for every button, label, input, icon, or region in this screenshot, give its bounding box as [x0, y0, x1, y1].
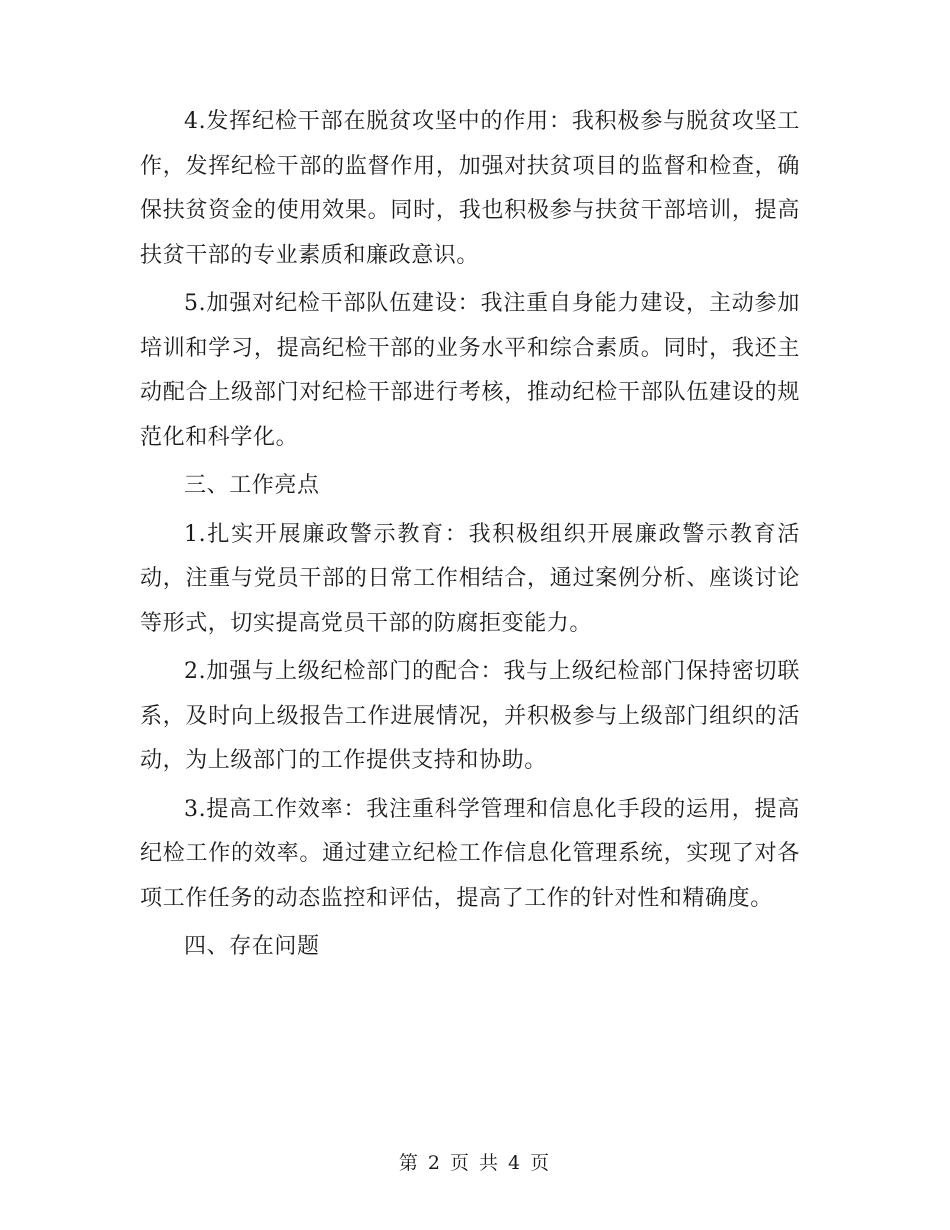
paragraph-efficiency: 3.提高工作效率：我注重科学管理和信息化手段的运用，提高纪检工作的效率。通过建立纪检工作信息化管理系统，实现了对各项工作任务的动态监控和评估，提高了工作的针对性和精确度。: [140, 796, 800, 911]
paragraph-team-building: 5.加强对纪检干部队伍建设：我注重自身能力建设，主动参加培训和学习，提高纪检干部的业务水平和综合素质。同时，我还主动配合上级部门对纪检干部进行考核，推动纪检干部队伍建设的规范化和科学化。: [140, 291, 800, 450]
paragraph-integrity-education: 1.扎实开展廉政警示教育：我积极组织开展廉政警示教育活动，注重与党员干部的日常工作相结合，通过案例分析、座谈讨论等形式，切实提高党员干部的防腐拒变能力。: [140, 521, 800, 636]
section-heading-problems: 四、存在问题: [184, 934, 320, 959]
page-number-footer: 第 2 页 共 4 页: [398, 1152, 552, 1174]
paragraph-cooperation: 2.加强与上级纪检部门的配合：我与上级纪检部门保持密切联系，及时向上级报告工作进展情况，并积极参与上级部门组织的活动，为上级部门的工作提供支持和协助。: [140, 659, 800, 773]
document-body: [140, 100, 800, 974]
section-heading-highlights: 三、工作亮点: [184, 473, 320, 498]
paragraph-poverty-alleviation: 4.发挥纪检干部在脱贫攻坚中的作用：我积极参与脱贫攻坚工作，发挥纪检干部的监督作用，加强对扶贫项目的监督和检查，确保扶贫资金的使用效果。同时，我也积极参与扶贫干部培训，提高扶贫干部的专业素质和廉政意识。: [140, 109, 800, 268]
